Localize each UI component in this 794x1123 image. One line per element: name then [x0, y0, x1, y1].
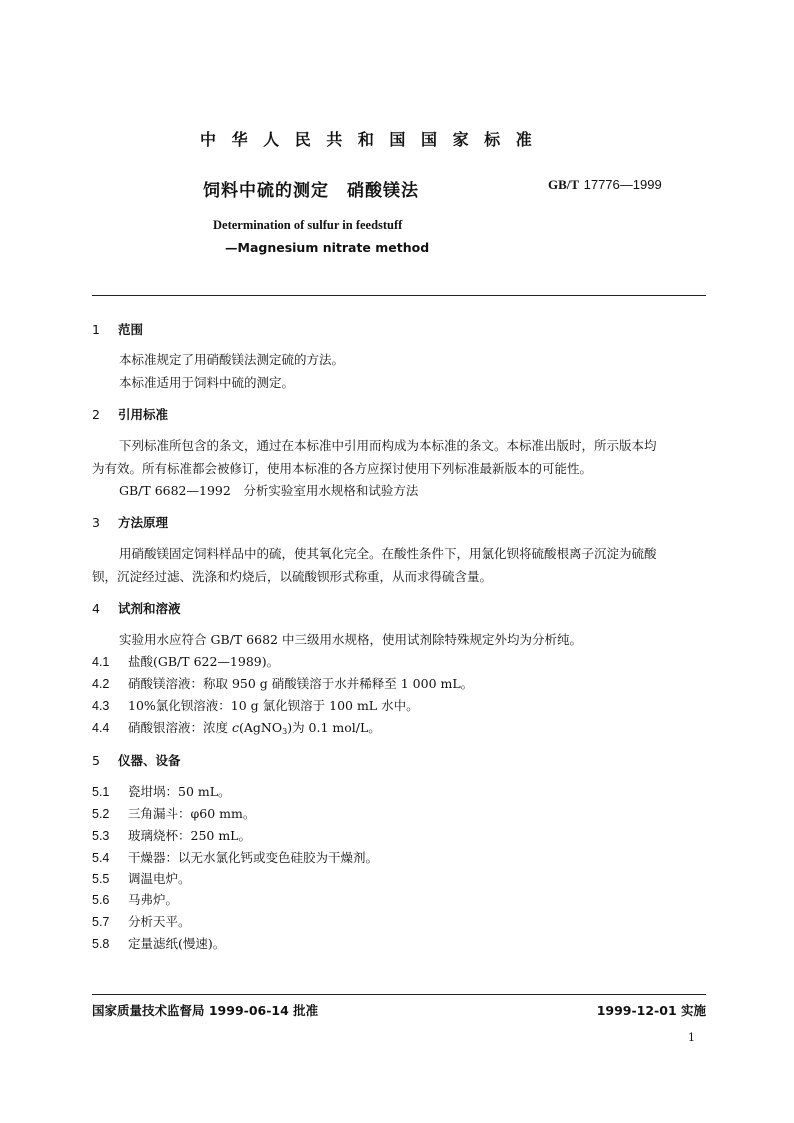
item-text: 玻璃烧杯：250 mL。 [128, 828, 251, 843]
item-number: 5.4 [92, 851, 110, 865]
section-title: 仪器、设备 [118, 753, 181, 768]
item-text-suffix: )为 0.1 mol/L。 [287, 720, 381, 735]
english-title-line-1: Determination of sulfur in feedstuff [213, 218, 403, 232]
section-4-heading [92, 599, 181, 617]
list-item [92, 696, 419, 714]
item-number: 5.1 [92, 785, 110, 799]
list-item [92, 890, 178, 908]
item-number: 5.2 [92, 807, 110, 821]
section-3-paragraph-line-1: 用硝酸镁固定饲料样品中的硫，使其氧化完全。在酸性条件下，用氯化钡将硫酸根离子沉淀为硫酸 [119, 546, 657, 561]
item-text: 10%氯化钡溶液：10 g 氯化钡溶于 100 mL 水中。 [128, 698, 419, 713]
section-1-paragraph-2: 本标准适用于饲料中硫的测定。 [119, 375, 295, 390]
section-2-paragraph-line-2: 为有效。所有标准都会被修订，使用本标准的各方应探讨使用下列标准最新版本的可能性。 [92, 461, 593, 476]
item-number: 5.6 [92, 893, 110, 907]
approval-note: 国家质量技术监督局 1999-06-14 批准 [92, 1003, 319, 1018]
section-4-intro: 实验用水应符合 GB/T 6682 中三级用水规格，使用试剂除特殊规定外均为分析纯。 [119, 632, 582, 647]
list-item [92, 826, 251, 844]
effective-date: 1999-12-01 实施 [596, 1003, 706, 1018]
section-title: 方法原理 [118, 515, 169, 530]
item-number: 5.7 [92, 915, 110, 929]
english-title-line-2: —Magnesium nitrate method [225, 240, 430, 255]
item-text: 三角漏斗：φ60 mm。 [128, 806, 256, 821]
item-number: 4.3 [92, 699, 110, 713]
item-number: 5.3 [92, 829, 110, 843]
item-number: 5.5 [92, 872, 110, 886]
list-item [92, 782, 231, 800]
list-item [92, 934, 225, 952]
section-title: 范围 [118, 322, 144, 337]
header-divider [92, 295, 706, 296]
page-number: 1 [688, 1031, 695, 1044]
section-number: 1 [92, 322, 100, 337]
section-number: 5 [92, 753, 100, 768]
item-text: 盐酸(GB/T 622—1989)。 [128, 654, 280, 669]
list-item [92, 652, 279, 670]
section-number: 2 [92, 407, 100, 422]
issuer-title: 中 华 人 民 共 和 国 国 家 标 准 [200, 130, 537, 149]
formula-subscript: 3 [282, 727, 288, 736]
section-1-paragraph-1: 本标准规定了用硝酸镁法测定硫的方法。 [119, 352, 345, 367]
formula-open: (AgNO [239, 720, 283, 735]
section-2-reference: GB/T 6682—1992 分析实验室用水规格和试验方法 [119, 483, 419, 498]
item-number: 4.2 [92, 677, 110, 691]
item-text: 马弗炉。 [128, 892, 179, 907]
list-item [92, 718, 381, 736]
section-title: 试剂和溶液 [118, 601, 181, 616]
section-2-paragraph-line-1: 下列标准所包含的条文，通过在本标准中引用而构成为本标准的条文。本标准出版时，所示版本均 [119, 438, 657, 453]
item-text: 分析天平。 [128, 914, 191, 929]
list-item [92, 804, 255, 822]
footer-divider [92, 994, 706, 995]
list-item [92, 869, 191, 887]
item-text: 硝酸镁溶液：称取 950 g 硝酸镁溶于水并稀释至 1 000 mL。 [128, 676, 474, 691]
document-title: 饲料中硫的测定 硝酸镁法 [203, 181, 419, 201]
item-text-prefix: 硝酸银溶液：浓度 [128, 720, 232, 735]
concentration-symbol: c [231, 720, 239, 735]
section-5-heading [92, 751, 181, 769]
section-1-heading [92, 320, 143, 338]
section-title: 引用标准 [118, 407, 169, 422]
item-number: 4.1 [92, 655, 110, 669]
list-item [92, 674, 473, 692]
standard-code: 17776—1999 [583, 177, 662, 192]
list-item [92, 912, 191, 930]
item-text: 调温电炉。 [128, 871, 191, 886]
section-number: 4 [92, 601, 100, 616]
item-text: 定量滤纸(慢速)。 [128, 936, 226, 951]
item-text: 瓷坩埚：50 mL。 [128, 784, 231, 799]
list-item [92, 848, 378, 866]
item-text: 干燥器：以无水氯化钙或变色硅胶为干燥剂。 [128, 850, 379, 865]
section-number: 3 [92, 515, 100, 530]
section-2-heading [92, 405, 168, 423]
item-number: 5.8 [92, 937, 110, 951]
section-3-heading [92, 513, 168, 531]
item-number: 4.4 [92, 721, 110, 735]
section-3-paragraph-line-2: 钡，沉淀经过滤、洗涤和灼烧后，以硫酸钡形式称重，从而求得硫含量。 [92, 569, 493, 584]
standard-number [548, 177, 662, 193]
standard-prefix: GB/T [548, 177, 580, 192]
